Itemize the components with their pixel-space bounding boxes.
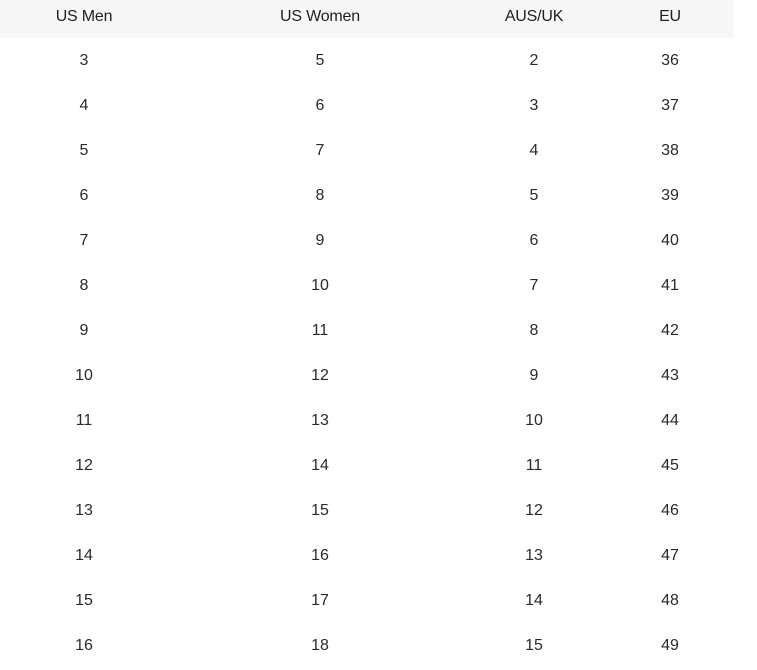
us-men-cell: 12 [75,456,93,474]
header-aus-uk: AUS/UK [504,8,564,26]
us-women-cell: 5 [315,51,325,69]
eu-cell: 37 [661,96,679,114]
us-men-cell: 6 [79,186,89,204]
us-men-cell: 15 [75,591,93,609]
us-women-cell: 11 [311,321,329,339]
us-women-cell: 9 [315,231,325,249]
aus-uk-cell: 2 [529,51,539,69]
us-women-cell: 13 [311,411,329,429]
eu-cell: 38 [661,141,679,159]
table-row [0,623,734,668]
aus-uk-cell: 4 [529,141,539,159]
aus-uk-cell: 10 [525,411,543,429]
eu-cell: 48 [661,591,679,609]
table-row [0,308,734,353]
us-women-cell: 6 [315,96,325,114]
table-row [0,128,734,173]
us-men-cell: 4 [79,96,89,114]
aus-uk-cell: 15 [525,636,543,654]
us-women-cell: 12 [311,366,329,384]
eu-cell: 41 [661,276,679,294]
aus-uk-cell: 12 [525,501,543,519]
table-row [0,443,734,488]
us-women-cell: 10 [311,276,329,294]
us-men-cell: 11 [75,411,93,429]
us-men-cell: 3 [79,51,89,69]
header-eu: EU [659,8,681,26]
header-us-women: US Women [280,8,360,26]
table-row [0,578,734,623]
eu-cell: 42 [661,321,679,339]
us-men-cell: 7 [79,231,89,249]
table-body [0,38,734,668]
us-men-cell: 14 [75,546,93,564]
table-row [0,488,734,533]
eu-cell: 45 [661,456,679,474]
us-women-cell: 17 [311,591,329,609]
us-women-cell: 7 [315,141,325,159]
us-women-cell: 15 [311,501,329,519]
aus-uk-cell: 7 [529,276,539,294]
us-men-cell: 9 [79,321,89,339]
eu-cell: 47 [661,546,679,564]
table-row [0,173,734,218]
aus-uk-cell: 9 [529,366,539,384]
table-row [0,83,734,128]
aus-uk-cell: 14 [525,591,543,609]
us-men-cell: 10 [75,366,93,384]
table-row [0,353,734,398]
table-row [0,263,734,308]
eu-cell: 49 [661,636,679,654]
header-us-men: US Men [55,8,113,26]
eu-cell: 40 [661,231,679,249]
us-men-cell: 5 [79,141,89,159]
eu-cell: 36 [661,51,679,69]
eu-cell: 46 [661,501,679,519]
table-header-row [0,0,734,38]
aus-uk-cell: 8 [529,321,539,339]
us-women-cell: 16 [311,546,329,564]
eu-cell: 43 [661,366,679,384]
eu-cell: 39 [661,186,679,204]
us-men-cell: 13 [75,501,93,519]
us-women-cell: 18 [311,636,329,654]
table-row [0,533,734,578]
aus-uk-cell: 6 [529,231,539,249]
us-women-cell: 14 [311,456,329,474]
us-men-cell: 16 [75,636,93,654]
us-women-cell: 8 [315,186,325,204]
aus-uk-cell: 5 [529,186,539,204]
aus-uk-cell: 13 [525,546,543,564]
eu-cell: 44 [661,411,679,429]
us-men-cell: 8 [79,276,89,294]
aus-uk-cell: 3 [529,96,539,114]
table-row [0,38,734,83]
aus-uk-cell: 11 [525,456,543,474]
table-row [0,218,734,263]
table-row [0,398,734,443]
